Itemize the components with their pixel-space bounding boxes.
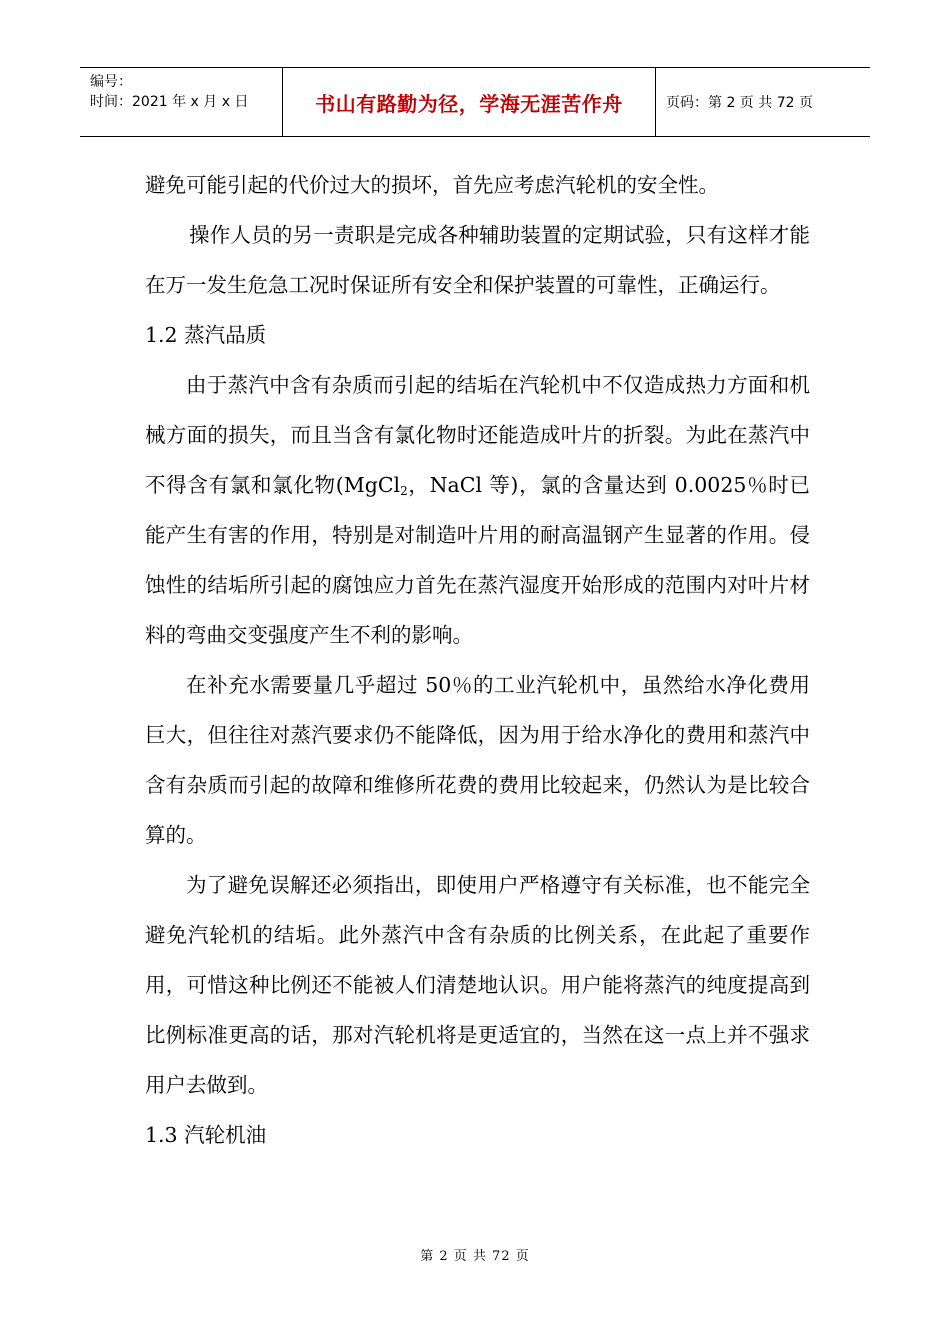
paragraph: 避免可能引起的代价过大的损坏，首先应考虑汽轮机的安全性。 <box>145 173 719 197</box>
header-motto: 书山有路勤为径，学海无涯苦作舟 <box>283 68 656 136</box>
subscript: 2 <box>400 484 408 498</box>
document-body <box>145 160 810 1160</box>
paragraph <box>145 360 810 660</box>
header-page-info: 页码：第 2 页 共 72 页 <box>666 95 813 111</box>
page-footer: 第 2 页 共 72 页 <box>420 1249 530 1264</box>
paragraph-text: 由于蒸汽中含有杂质而引起的结垢在汽轮机中不仅造成热力方面和机械方面的损失，而且当含有氯化物时还能造成叶片的折裂。为此在蒸汽中不得含有氯和氯化物(MgCl <box>145 373 810 497</box>
section-heading: 1.3 汽轮机油 <box>145 1123 267 1147</box>
serial-number-label: 编号： <box>90 74 132 90</box>
document-header <box>80 67 870 137</box>
date-label: 时间：2021 年 x 月 x 日 <box>90 94 249 110</box>
header-meta <box>80 68 283 136</box>
paragraph-text: ，NaCl 等)，氯的含量达到 0.0025％时已能产生有害的作用，特别是对制造叶片用的耐高温钢产生显著的作用。侵蚀性的结垢所引起的腐蚀应力首先在蒸汽湿度开始形成的范围内对叶片材料的弯曲交变强度产生不利的影响。 <box>145 473 810 647</box>
paragraph: 操作人员的另一责职是完成各种辅助装置的定期试验，只有这样才能在万一发生危急工况时保证所有安全和保护装置的可靠性，正确运行。 <box>145 223 810 297</box>
paragraph: 为了避免误解还必须指出，即使用户严格遵守有关标准，也不能完全避免汽轮机的结垢。此外蒸汽中含有杂质的比例关系，在此起了重要作用，可惜这种比例还不能被人们清楚地认识。用户能将蒸汽的纯度提高到比例标准更高的话，那对汽轮机将是更适宜的，当然在这一点上并不强求用户去做到。 <box>145 873 810 1097</box>
section-heading: 1.2 蒸汽品质 <box>145 323 267 347</box>
paragraph: 在补充水需要量几乎超过 50％的工业汽轮机中，虽然给水净化费用巨大，但往往对蒸汽要求仍不能降低，因为用于给水净化的费用和蒸汽中含有杂质而引起的故障和维修所花费的费用比较起来，仍然认为是比较合算的。 <box>145 673 810 847</box>
